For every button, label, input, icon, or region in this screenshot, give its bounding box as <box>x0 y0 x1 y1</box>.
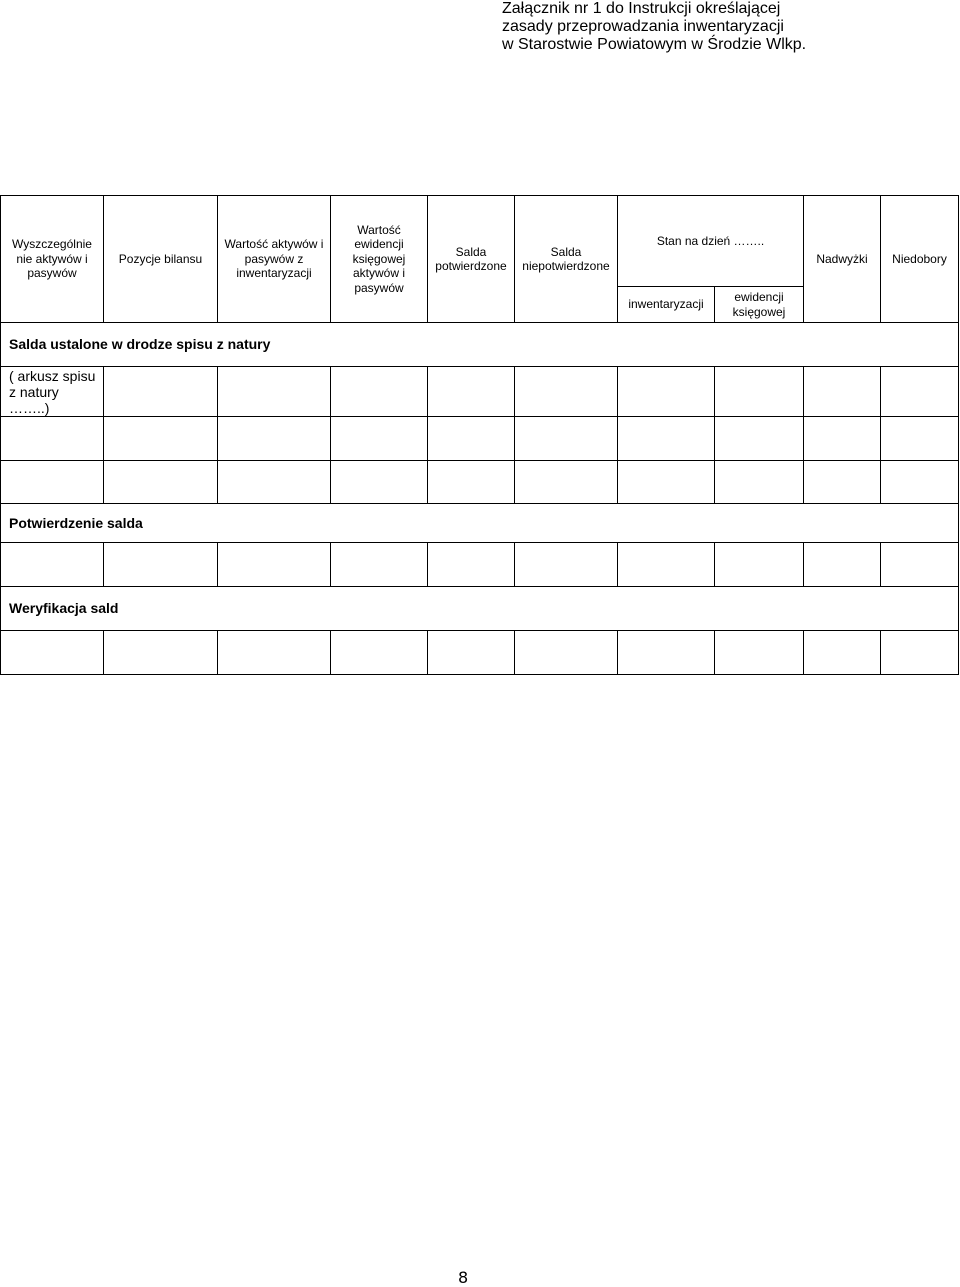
table-cell <box>715 367 804 417</box>
table-cell <box>515 631 618 675</box>
table-cell <box>515 367 618 417</box>
col-header-wartosc-ewidencji: Wartość ewidencji księgowej aktywów i pasywów <box>331 196 428 323</box>
section-title-salda-ustalone: Salda ustalone w drodze spisu z natury <box>1 323 959 367</box>
table-cell <box>218 631 331 675</box>
table-cell <box>1 461 104 504</box>
col-header-wyszczegolnie: Wyszczególnie nie aktywów i pasywów <box>1 196 104 323</box>
table-cell <box>428 461 515 504</box>
attachment-note-line-1: Załącznik nr 1 do Instrukcji określającej <box>502 0 781 17</box>
table-row <box>1 417 959 461</box>
table-cell <box>804 461 881 504</box>
col-header-pozycje: Pozycje bilansu <box>104 196 218 323</box>
table-cell <box>881 367 959 417</box>
table-cell <box>804 417 881 461</box>
table-cell <box>331 631 428 675</box>
section-title-potwierdzenie: Potwierdzenie salda <box>1 504 959 543</box>
attachment-note-line-3: w Starostwie Powiatowym w Środzie Wlkp. <box>502 36 807 53</box>
table-cell <box>881 461 959 504</box>
col-header-stan-na-dzien: Stan na dzień …….. <box>618 196 804 287</box>
table-cell <box>428 367 515 417</box>
table-row <box>1 367 959 417</box>
table-cell <box>218 461 331 504</box>
inventory-table <box>0 195 959 675</box>
col-header-salda-potwierdzone: Salda potwierdzone <box>428 196 515 323</box>
table-cell <box>104 543 218 587</box>
section-row-weryfikacja <box>1 587 959 631</box>
table-cell <box>1 543 104 587</box>
table-cell <box>881 417 959 461</box>
table-cell <box>104 461 218 504</box>
arkusz-cell: ( arkusz spisu z natury ……..) <box>1 367 104 417</box>
table-cell <box>218 367 331 417</box>
col-header-niedobory: Niedobory <box>881 196 959 323</box>
table-cell <box>1 631 104 675</box>
table-cell <box>804 543 881 587</box>
table-cell <box>618 461 715 504</box>
table-row <box>1 543 959 587</box>
table-cell <box>618 367 715 417</box>
col-header-nadwyzki: Nadwyżki <box>804 196 881 323</box>
table-cell <box>104 367 218 417</box>
table-row <box>1 461 959 504</box>
section-title-weryfikacja: Weryfikacja sald <box>1 587 959 631</box>
attachment-note-line-2: zasady przeprowadzania inwentaryzacji <box>502 18 784 35</box>
table-cell <box>881 543 959 587</box>
table-cell <box>618 417 715 461</box>
table-cell <box>104 631 218 675</box>
table-cell <box>515 461 618 504</box>
table-cell <box>331 461 428 504</box>
table-cell <box>715 543 804 587</box>
table-row <box>1 631 959 675</box>
table-cell <box>804 367 881 417</box>
header-row <box>1 196 959 287</box>
table-cell <box>331 543 428 587</box>
table-cell <box>331 367 428 417</box>
attachment-note <box>502 0 806 54</box>
table-cell <box>618 543 715 587</box>
table-cell <box>104 417 218 461</box>
col-header-wartosc-inwentaryzacji: Wartość aktywów i pasywów z inwentaryzacji <box>218 196 331 323</box>
table-cell <box>428 543 515 587</box>
section-row-potwierdzenie <box>1 504 959 543</box>
table-cell <box>715 417 804 461</box>
col-header-stan-inwentaryzacji: inwentaryzacji <box>618 287 715 323</box>
table-cell <box>804 631 881 675</box>
col-header-salda-niepotwierdzone: Salda niepotwierdzone <box>515 196 618 323</box>
col-header-stan-ewidencji: ewidencji księgowej <box>715 287 804 323</box>
table-cell <box>618 631 715 675</box>
table-cell <box>715 461 804 504</box>
page-number: 8 <box>458 1268 469 1287</box>
table-cell <box>218 543 331 587</box>
table-cell <box>218 417 331 461</box>
table-cell <box>881 631 959 675</box>
section-row-salda-ustalone <box>1 323 959 367</box>
table-cell <box>515 417 618 461</box>
table-cell <box>428 631 515 675</box>
table-cell <box>428 417 515 461</box>
table-cell <box>331 417 428 461</box>
table-cell <box>515 543 618 587</box>
table-cell <box>1 417 104 461</box>
table-cell <box>715 631 804 675</box>
